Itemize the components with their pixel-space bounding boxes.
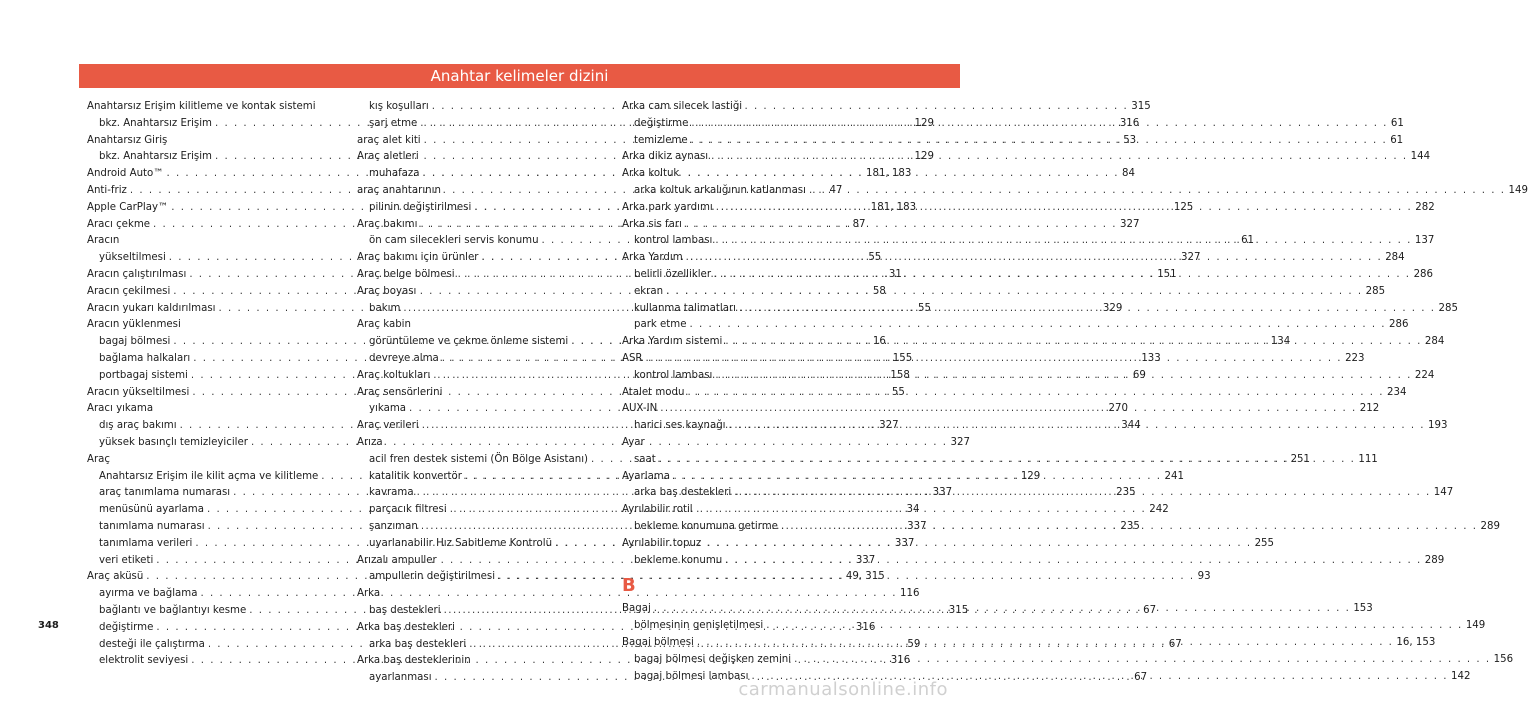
entry-page-ref: 315 — [1131, 101, 1151, 112]
entry-text: kış koşulları — [369, 101, 429, 112]
entry-text: Arka park yardımı — [622, 201, 713, 213]
entry-page-ref: 61 — [1390, 117, 1404, 129]
entry-text: bağlantı ve bağlantıyı kesme — [99, 604, 247, 616]
entry-text: Arka koltuk — [622, 168, 680, 180]
index-entry — [87, 99, 316, 116]
entry-page-ref: 241 — [1164, 470, 1184, 482]
entry-text: Android Auto™ — [87, 168, 164, 180]
entry-page-ref: 67 — [1134, 672, 1148, 684]
entry-page-ref: 125 — [1173, 201, 1194, 213]
entry-text: Arıza — [357, 436, 383, 448]
entry-page-ref: 327 — [1119, 218, 1140, 230]
entry-page-ref: 327 — [950, 436, 970, 448]
entry-page-ref: 155 — [892, 352, 913, 364]
dot-leader — [687, 385, 1384, 402]
index-entry — [357, 653, 572, 670]
entry-text: kontrol lambası — [634, 235, 713, 247]
entry-text: Bagaj — [622, 603, 651, 615]
entry-page-ref: 67 — [1168, 638, 1182, 650]
entry-text: ayarlanması — [369, 672, 432, 684]
entry-page-ref: 149 — [1465, 620, 1486, 632]
entry-page-ref: 153 — [1353, 603, 1373, 615]
entry-text: acil fren destek sistemi (Ön Bölge Asistanı) — [369, 453, 589, 465]
entry-page-ref: 316 — [890, 655, 911, 667]
entry-text: yüksek basınçlı temizleyiciler — [99, 436, 248, 448]
entry-page-ref: 337 — [894, 537, 915, 549]
entry-text: değiştirme — [634, 117, 689, 129]
entry-text: Arka Yardım — [622, 252, 683, 264]
dot-leader — [691, 116, 1388, 133]
entry-page-ref: 337 — [932, 487, 953, 499]
entry-page-ref: 93 — [1197, 571, 1211, 583]
entry-text: Bagaj bölmesi — [622, 636, 694, 648]
entry-page-ref: 289 — [1480, 520, 1500, 532]
entry-page-ref: 270 — [1108, 403, 1128, 415]
entry-text: arka baş destekleri — [634, 487, 732, 499]
entry-text: temizleme — [634, 134, 688, 146]
entry-text: tanımlama verileri — [99, 537, 193, 549]
entry-text: Ayrılabilir topuz — [622, 537, 702, 549]
entry-page-ref: 116 — [900, 588, 920, 600]
entry-text: Araç aletleri — [357, 151, 419, 163]
dot-leader — [654, 601, 1351, 618]
entry-text: Ayarlama — [622, 470, 670, 482]
entry-page-ref: 69 — [1132, 369, 1146, 381]
entry-page-ref: 255 — [1254, 537, 1275, 549]
entry-text: yükseltilmesi — [99, 252, 166, 264]
entry-page-ref: 129 — [914, 151, 934, 163]
entry-text: bagaj bölmesi — [99, 336, 171, 348]
dot-leader — [646, 351, 1343, 368]
index-subentry — [622, 317, 1409, 334]
dot-leader — [739, 301, 1436, 318]
entry-text: Arka sis farı — [622, 218, 682, 230]
entry-page-ref: 337 — [907, 520, 927, 532]
entry-text: ASR — [622, 352, 643, 364]
entry-page-ref: 134 — [1270, 336, 1291, 348]
entry-page-ref: 284 — [1424, 336, 1445, 348]
entry-text: bagaj bölmesi lambası — [634, 670, 749, 682]
entry-page-ref: 137 — [1414, 235, 1435, 247]
dot-leader — [711, 149, 1408, 166]
entry-text: Araç aküsü — [87, 571, 144, 583]
index-entry — [622, 469, 837, 486]
page-number: 348 — [38, 620, 59, 631]
entry-text: Aracın çalıştırılması — [87, 268, 187, 280]
dot-leader — [660, 401, 1357, 418]
dot-leader — [766, 618, 1463, 635]
entry-text: Araç belge bölmesi — [357, 268, 455, 280]
entry-page-ref: 158 — [890, 369, 910, 381]
entry-text: Aracı yıkama — [87, 403, 154, 415]
entry-page-ref: 67 — [1143, 604, 1157, 616]
dot-leader — [697, 635, 1394, 652]
index-entry — [622, 536, 837, 553]
index-entry — [357, 284, 572, 301]
entry-page-ref: 147 — [1433, 487, 1454, 499]
entry-text: şanzıman — [369, 520, 418, 532]
entry-page-ref: 55 — [891, 386, 905, 398]
entry-page-ref: 55 — [918, 302, 931, 314]
entry-text: harici ses kaynağı — [634, 420, 726, 432]
entry-text: Aracın yüklenmesi — [87, 319, 181, 331]
entry-text: araç alet kiti — [357, 134, 421, 146]
entry-text: Aracı çekme — [87, 218, 151, 230]
entry-text: Apple CarPlay™ — [87, 201, 169, 213]
entry-page-ref: 55 — [868, 252, 882, 264]
entry-text: bekleme konumu — [634, 554, 723, 566]
entry-page-ref: 212 — [1359, 403, 1380, 415]
entry-text: Aracın — [87, 235, 120, 247]
dot-leader — [809, 183, 1506, 200]
entry-page-ref: 242 — [1149, 504, 1169, 516]
entry-page-ref: 61 — [1390, 134, 1404, 146]
entry-text: tanımlama numarası — [99, 520, 205, 532]
entry-text: kullanma talimatları — [634, 302, 736, 314]
dot-leader — [686, 250, 1383, 267]
entry-page-ref: 181, 183 — [866, 168, 912, 180]
entry-text: ön cam silecekleri servis konumu — [369, 235, 539, 247]
entry-text: araç anahtarının — [357, 184, 441, 196]
entry-page-ref: 111 — [1358, 453, 1378, 465]
entry-page-ref: 133 — [1141, 352, 1161, 364]
entry-text: parçacık filtresi — [369, 504, 447, 516]
entry-page-ref: 285 — [1365, 285, 1386, 297]
entry-text: elektrolit seviyesi — [99, 655, 189, 667]
entry-text: bagaj bölmesi değişken zemini — [634, 653, 792, 665]
entry-page-ref: 156 — [1493, 653, 1514, 665]
entry-text: Anahtarsız Erişim ile kilit açma ve kilitleme — [99, 470, 319, 482]
entry-page-ref: 235 — [1120, 520, 1140, 532]
entry-page-ref: 289 — [1424, 554, 1445, 566]
entry-page-ref: 193 — [1428, 420, 1448, 432]
index-entry — [622, 435, 837, 452]
entry-text: Arka dikiz aynası — [622, 151, 709, 163]
entry-text: Arka cam silecek lastiği — [622, 101, 743, 112]
entry-text: portbagaj sistemi — [99, 369, 188, 381]
entry-text: uyarlanabilir Hız Sabitleme Kontrolü — [369, 537, 553, 549]
entry-text: şarj etme — [369, 117, 418, 129]
index-entry — [357, 149, 572, 166]
entry-text: Anahtarsız Erişim kilitleme ve kontak sistemi — [87, 101, 316, 112]
entry-text: Anahtarsız Giriş — [87, 134, 168, 146]
index-entry — [622, 99, 837, 116]
dot-leader — [734, 485, 1431, 502]
entry-page-ref: 16, 153 — [1396, 636, 1436, 648]
entry-page-ref: 58 — [872, 285, 886, 297]
entry-text: Ayar — [622, 436, 645, 448]
entry-page-ref: 181, 183 — [870, 201, 917, 213]
index-entry — [357, 385, 572, 402]
entry-text: kavrama — [369, 487, 414, 499]
entry-page-ref: 87 — [852, 218, 866, 230]
entry-text: pilinin değiştirilmesi — [369, 201, 472, 213]
entry-text: katalitik konvertör — [369, 470, 462, 482]
entry-page-ref: 129 — [1020, 470, 1041, 482]
entry-text: Araç bakımı — [357, 218, 418, 230]
entry-text: Anti-friz — [87, 184, 127, 196]
entry-page-ref: 149 — [1508, 184, 1528, 196]
entry-page-ref: 286 — [1389, 319, 1409, 331]
entry-page-ref: 344 — [1121, 420, 1141, 432]
index-entry — [87, 452, 302, 469]
entry-text: yıkama — [369, 403, 406, 415]
entry-page-ref: 327 — [1181, 252, 1201, 264]
dot-leader — [781, 519, 1478, 536]
entry-text: kontrol lambası — [634, 369, 713, 381]
dot-leader — [714, 267, 1411, 284]
entry-page-ref: 151 — [1157, 268, 1177, 280]
section-letter: B — [622, 575, 636, 597]
entry-text: bekleme konumuna getirme — [634, 520, 778, 532]
entry-text: bakım — [369, 302, 401, 314]
entry-text: ayırma ve bağlama — [99, 588, 198, 600]
dot-leader — [729, 418, 1426, 435]
entry-page-ref: 144 — [1410, 151, 1431, 163]
entry-page-ref: 286 — [1413, 268, 1434, 280]
dot-leader — [666, 284, 1363, 301]
entry-text: Aracın çekilmesi — [87, 285, 171, 297]
entry-page-ref: 316 — [855, 621, 876, 633]
entry-page-ref: 234 — [1387, 386, 1407, 398]
entry-page-ref: 235 — [1116, 487, 1136, 499]
entry-text: Araç boyası — [357, 285, 417, 297]
dot-leader — [725, 334, 1422, 351]
index-entry — [357, 620, 572, 637]
dot-leader — [659, 452, 1356, 469]
entry-text: Aracın yukarı kaldırılması — [87, 302, 216, 314]
index-entry — [87, 401, 302, 418]
dot-leader — [715, 368, 1412, 385]
entry-text: Araç — [87, 453, 111, 465]
entry-text: devreye alma — [369, 352, 439, 364]
entry-page-ref: 251 — [1290, 453, 1311, 465]
entry-text: Arka Yardım sistemi — [622, 336, 723, 348]
entry-text: baş destekleri — [369, 604, 441, 616]
index-entry — [357, 586, 572, 603]
entry-page-ref: 129 — [914, 117, 934, 129]
dot-leader — [716, 200, 1413, 217]
entry-text: Arka — [357, 588, 381, 600]
index-entry — [87, 317, 302, 334]
entry-page-ref: 337 — [855, 554, 876, 566]
watermark: carmanualsonline.info — [738, 679, 948, 700]
entry-text: belirli özellikler — [634, 268, 712, 280]
index-entry — [87, 233, 302, 250]
dot-leader — [725, 553, 1422, 570]
entry-text: arka koltuk arkalığının katlanması — [634, 184, 806, 196]
entry-page-ref: 142 — [1450, 670, 1471, 682]
entry-text: araç tanımlama numarası — [99, 487, 231, 499]
entry-page-ref: 224 — [1414, 369, 1435, 381]
entry-text: bkz. Anahtarsız Erişim — [99, 117, 212, 129]
dot-leader — [498, 569, 1195, 586]
index-entry — [357, 183, 572, 200]
entry-text: Araç sensörlerini — [357, 386, 443, 398]
entry-text: Araç koltukları — [357, 369, 431, 381]
entry-page-ref: 49, 315 — [845, 571, 885, 583]
dot-leader — [691, 133, 1388, 150]
index-entry — [357, 317, 572, 334]
page-title: Anahtar kelimeler dizini — [430, 67, 609, 85]
entry-text: Araç verileri — [357, 420, 419, 432]
entry-page-ref: 59 — [907, 638, 921, 650]
index-entry — [357, 435, 572, 452]
entry-text: dış araç bakımı — [99, 420, 177, 432]
entry-page-ref: 47 — [829, 184, 843, 196]
entry-text: Araç bakımı için ürünler — [357, 252, 479, 264]
dot-leader — [690, 317, 1387, 334]
entry-text: Arızalı ampuller — [357, 554, 437, 566]
entry-text: veri etiketi — [99, 554, 154, 566]
entry-page-ref: 61 — [1241, 235, 1255, 247]
entry-page-ref: 315 — [948, 604, 969, 616]
index-entry — [622, 166, 837, 183]
entry-text: Araç kabin — [357, 319, 411, 331]
entry-text: bkz. Anahtarsız Erişim — [99, 151, 212, 163]
entry-text: Ayrılabilir rotil — [622, 504, 693, 516]
index-entry — [622, 502, 837, 519]
index-entry — [87, 133, 302, 150]
entry-text: Atalet modu — [622, 386, 685, 398]
entry-text: arka baş destekleri — [369, 638, 467, 650]
entry-page-ref: 34 — [906, 504, 920, 516]
entry-page-ref: 16 — [872, 336, 886, 348]
entry-text: görüntüleme ve çekme önleme sistemi — [369, 336, 569, 348]
entry-page-ref: 284 — [1385, 252, 1405, 264]
entry-page-ref: 223 — [1345, 352, 1365, 364]
index-subentry — [622, 183, 1528, 200]
entry-page-ref: 282 — [1415, 201, 1435, 213]
dot-leader — [715, 233, 1412, 250]
entry-page-ref: 329 — [1102, 302, 1123, 314]
entry-text: ekran — [634, 285, 664, 297]
index-entry — [357, 553, 572, 570]
entry-text: Arka baş desteklerinin — [357, 655, 471, 667]
entry-page-ref: 31 — [888, 268, 902, 280]
entry-text: değiştirme — [99, 621, 154, 633]
entry-page-ref: 285 — [1438, 302, 1458, 314]
entry-page-ref: 327 — [879, 420, 899, 432]
dot-leader — [251, 435, 948, 452]
entry-text: bölmesinin genişletilmesi — [634, 620, 764, 632]
entry-text: saat — [634, 453, 656, 465]
entry-page-ref: 84 — [1122, 168, 1136, 180]
dot-leader — [794, 652, 1491, 669]
entry-text: park etme — [634, 319, 687, 331]
index-header-banner — [79, 64, 960, 88]
entry-page-ref: 316 — [1119, 117, 1140, 129]
entry-text: Aracın yükseltilmesi — [87, 386, 190, 398]
entry-text: ampullerin değiştirilmesi — [369, 571, 496, 583]
entry-page-ref: 53 — [1123, 134, 1137, 146]
entry-text: Arka baş destekleri — [357, 621, 455, 633]
entry-text: AUX-IN — [622, 403, 658, 415]
entry-text: menüsünü ayarlama — [99, 504, 204, 516]
index-entry — [622, 217, 837, 234]
entry-text: muhafaza — [369, 168, 420, 180]
entry-text: bağlama halkaları — [99, 352, 191, 364]
entry-text: desteği ile çalıştırma — [99, 638, 205, 650]
